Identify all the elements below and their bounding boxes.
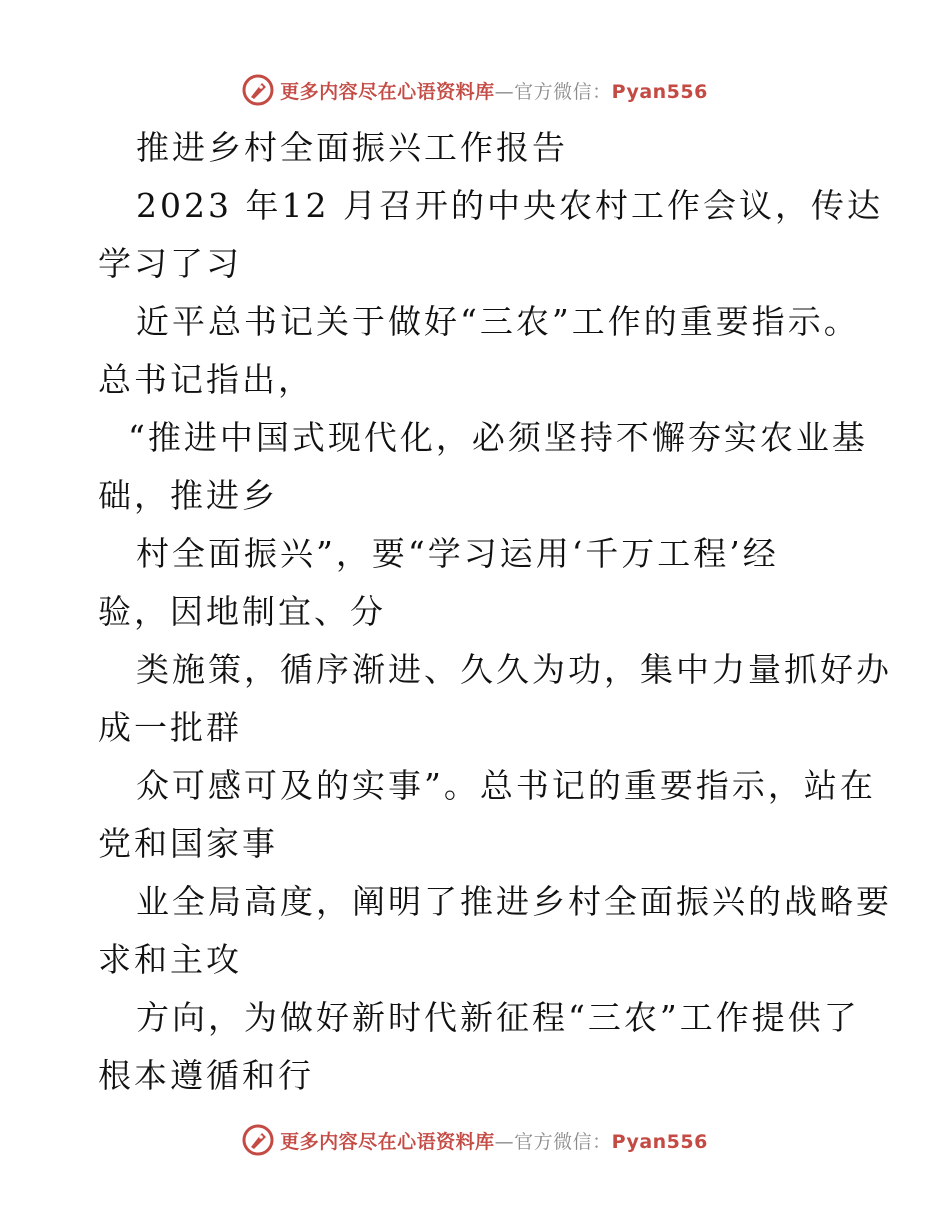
body-line: 方向，为做好新时代新征程“三农”工作提供了 [136, 998, 860, 1037]
body-line: 党和国家事 [98, 824, 278, 863]
body-line: 总书记指出， [98, 360, 314, 399]
document-title: 推进乡村全面振兴工作报告 [136, 128, 568, 167]
body-line: 成一批群 [98, 708, 242, 747]
body-line: 近平总书记关于做好“三农”工作的重要指示。 [136, 302, 860, 341]
banner-text-part1: 更多内容尽在心语资料库 [280, 80, 495, 103]
body-line: 众可感可及的实事”。总书记的重要指示，站在 [136, 766, 876, 805]
body-line: 村全面振兴”，要“学习运用‘千万工程’经 [136, 534, 779, 573]
banner-text [280, 1127, 708, 1154]
body-line: 学习了习 [98, 244, 242, 283]
footer-banner [0, 1120, 950, 1160]
banner-text [280, 77, 708, 104]
banner-text-part3: Pyan556 [611, 1130, 708, 1153]
banner-text-part3: Pyan556 [611, 80, 708, 103]
banner-text-part1: 更多内容尽在心语资料库 [280, 1130, 495, 1153]
body-line: 业全局高度，阐明了推进乡村全面振兴的战略要 [136, 882, 892, 921]
pen-nib-logo-icon [242, 1124, 274, 1156]
body-line: 类施策，循序渐进、久久为功，集中力量抓好办 [136, 650, 892, 689]
pen-nib-logo-icon [242, 74, 274, 106]
body-line: 求和主攻 [98, 940, 242, 979]
body-line: 根本遵循和行 [98, 1056, 314, 1095]
body-line: 2023 年12 月召开的中央农村工作会议，传达 [136, 186, 883, 225]
header-banner [0, 70, 950, 110]
body-line: 础，推进乡 [98, 476, 278, 515]
banner-text-part2: —官方微信： [494, 80, 612, 103]
body-line: 验，因地制宜、分 [98, 592, 386, 631]
body-line: “推进中国式现代化，必须坚持不懈夯实农业基 [128, 418, 868, 457]
banner-text-part2: —官方微信： [494, 1130, 612, 1153]
